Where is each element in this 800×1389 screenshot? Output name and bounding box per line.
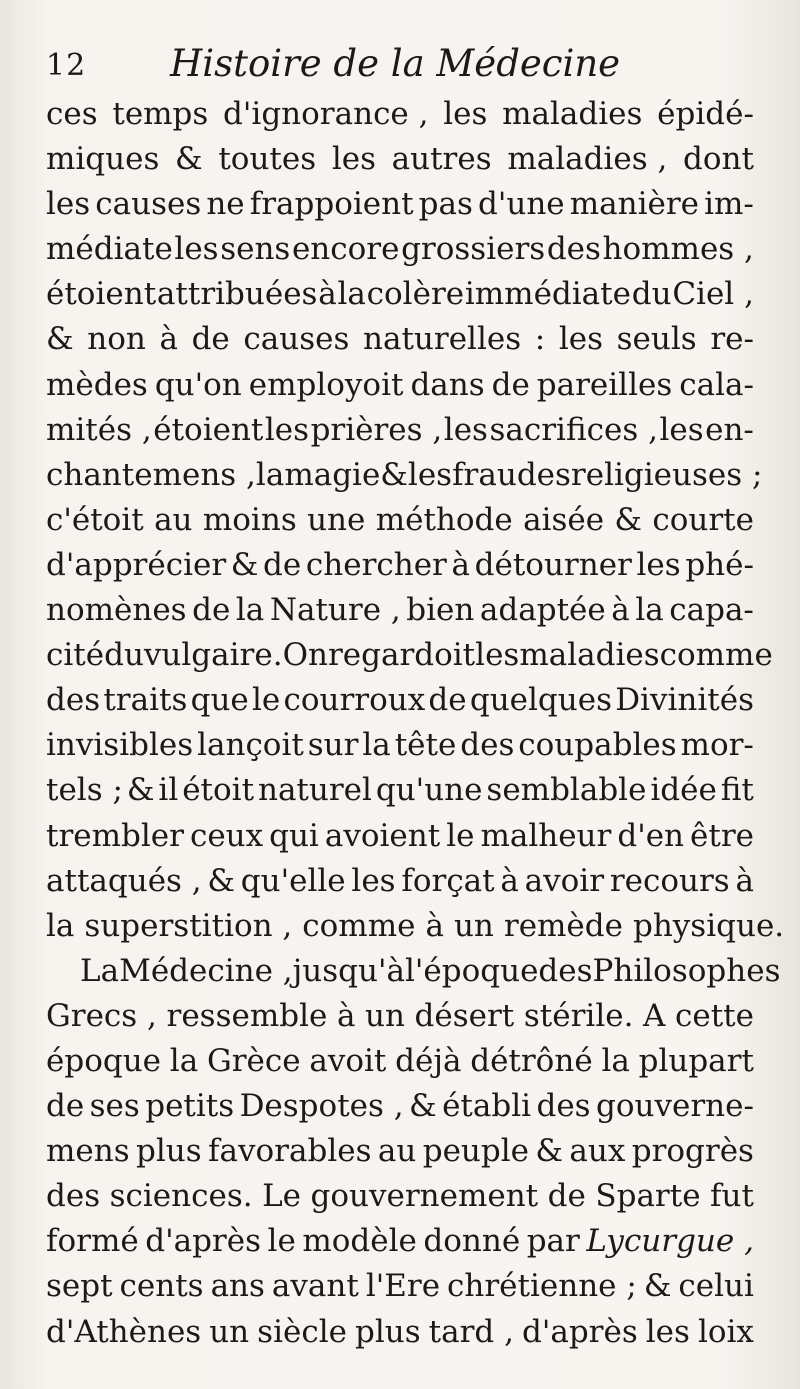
word: physique. (632, 907, 785, 944)
word: qu'on (154, 366, 242, 403)
word: temps (112, 96, 209, 132)
text-line (46, 678, 754, 723)
word: par (526, 1223, 580, 1260)
word: bien (406, 592, 475, 629)
word: la (337, 276, 366, 313)
word: les (351, 862, 396, 899)
word: autres (391, 141, 492, 178)
word: cité (46, 637, 105, 674)
word: gouverne- (596, 1088, 754, 1125)
text-line (46, 317, 754, 362)
word: Despotes , (239, 1088, 404, 1125)
text-line (46, 1264, 754, 1309)
word: aux (569, 1133, 626, 1170)
word: les (659, 411, 704, 448)
word: superstition , (84, 907, 293, 944)
text-line (46, 272, 754, 317)
word: étoient (46, 276, 157, 313)
word: au (154, 501, 193, 538)
word: avoient (324, 817, 441, 854)
text-line (46, 1039, 754, 1084)
word: formé (46, 1223, 139, 1260)
word: désert (414, 997, 515, 1034)
word: trembler (46, 817, 184, 854)
word: époque (46, 1042, 162, 1079)
word: encore (291, 231, 400, 268)
word: du (104, 637, 144, 674)
word: fraudes (452, 456, 571, 493)
word: la (601, 1042, 630, 1079)
word: naturelles (363, 321, 522, 358)
word: gouvernement (310, 1178, 539, 1215)
word: adaptée (479, 592, 606, 629)
word: manière (569, 186, 700, 223)
text-line (46, 768, 754, 813)
word: de (192, 592, 231, 629)
word: ses (89, 1088, 140, 1125)
word: les (407, 456, 453, 493)
word: & (409, 1088, 437, 1125)
word: mens (46, 1133, 130, 1170)
word: avoir (524, 862, 605, 899)
word: On (282, 637, 328, 674)
word: lançoit (197, 727, 304, 764)
text-line (46, 1174, 754, 1219)
word: Divinités (615, 682, 754, 719)
word: les (443, 411, 488, 448)
word: maladies (519, 637, 660, 674)
word: tard , (428, 1313, 514, 1350)
word: pareilles (536, 366, 673, 403)
word: les (443, 96, 488, 132)
word: recours (609, 862, 730, 899)
word: tête (394, 727, 457, 764)
word: ceux (189, 817, 264, 854)
word: fit (720, 772, 754, 809)
word: cette (675, 997, 754, 1034)
word: ces (46, 96, 98, 132)
body-text (46, 92, 785, 1355)
word: prières , (310, 411, 443, 448)
text-line (46, 859, 754, 904)
text-line (46, 227, 754, 272)
word: à (611, 592, 630, 629)
word: un (453, 907, 494, 944)
word: phé- (685, 546, 754, 583)
word: Le (262, 1178, 302, 1215)
word: d'en (617, 817, 685, 854)
word: avant (271, 1268, 359, 1305)
word: modèle (302, 1223, 417, 1260)
word: moins (202, 501, 297, 538)
word: Philosophes (592, 952, 781, 989)
word: des (538, 952, 593, 989)
text-line (46, 904, 785, 949)
word: le (267, 1223, 296, 1260)
word: maladies , (507, 141, 668, 178)
word: la (169, 1042, 199, 1079)
word: dans (410, 366, 485, 403)
word: les (331, 141, 376, 178)
word: courroux (283, 682, 426, 719)
text-line (46, 994, 754, 1039)
word: d'après (521, 1313, 638, 1350)
word: qu'une (375, 772, 483, 809)
word: regardoit (327, 637, 476, 674)
text-line (46, 92, 754, 137)
word: l'Ere (365, 1268, 441, 1305)
word: & (207, 862, 236, 899)
word: des (546, 231, 601, 268)
word: & (380, 456, 408, 493)
word: & (175, 141, 203, 178)
word: que (190, 682, 249, 719)
word: la (362, 727, 391, 764)
word: de (491, 366, 530, 403)
word: la (235, 592, 265, 629)
word: à (425, 907, 444, 944)
word: les (174, 231, 219, 268)
text-line (46, 814, 754, 859)
word: mor- (680, 727, 754, 764)
word: magie (284, 456, 381, 493)
word: seuls (616, 321, 697, 358)
word: comme (302, 907, 416, 944)
text-line (46, 1084, 754, 1129)
word: de (191, 321, 230, 358)
word: jusqu'à (292, 952, 405, 989)
word: invisibles (46, 727, 194, 764)
word: capa- (669, 592, 754, 629)
text-line (46, 949, 781, 994)
word: fut (710, 1178, 754, 1215)
word: d'Athènes (46, 1313, 202, 1350)
word: sur (307, 727, 359, 764)
word: Nature , (269, 592, 401, 629)
word: comme (659, 637, 773, 674)
word: de (263, 546, 302, 583)
word: causes (243, 321, 350, 358)
word: de (547, 1178, 586, 1215)
word: mèdes (46, 366, 148, 403)
word: les (475, 637, 520, 674)
word: dont (682, 141, 754, 178)
word: un (209, 1313, 250, 1350)
word: des (46, 1178, 101, 1215)
word: sept (46, 1268, 113, 1305)
word: un (365, 997, 405, 1034)
word: les (264, 411, 310, 448)
word: vulgaire. (143, 637, 283, 674)
word: à (735, 862, 754, 899)
word: la (46, 907, 75, 944)
word: de (428, 682, 467, 719)
text-line (46, 137, 754, 182)
word: semblable (486, 772, 647, 809)
word: les (636, 546, 681, 583)
word: des (460, 727, 515, 764)
word: déjà (395, 1042, 462, 1079)
word: plus (354, 1313, 421, 1350)
word: quelques (469, 682, 612, 719)
word: étoit (182, 772, 255, 809)
word: à (318, 276, 337, 313)
word: causes (95, 186, 202, 223)
word: religieuses ; (570, 456, 763, 493)
word: être (690, 817, 754, 854)
word: du (631, 276, 672, 313)
word: à (500, 862, 519, 899)
word: frappoient (249, 186, 414, 223)
word: méthode (375, 501, 513, 538)
word: donné (423, 1223, 521, 1260)
word: la (635, 592, 664, 629)
text-line (46, 723, 754, 768)
text-line (46, 453, 763, 498)
word: la (255, 456, 285, 493)
word: chercher (305, 546, 447, 583)
word: La (80, 952, 120, 989)
word: colère (366, 276, 465, 313)
word: & (230, 546, 259, 583)
word: en- (705, 411, 754, 448)
word: & (126, 772, 155, 809)
word: siècle (257, 1313, 347, 1350)
word: Médecine , (119, 952, 293, 989)
word: Grecs , (46, 997, 157, 1034)
text-line (46, 363, 754, 408)
word: & (614, 501, 643, 538)
word: attribuées (156, 276, 318, 313)
page-number: 12 (46, 48, 87, 83)
word: non (87, 321, 146, 358)
word: il (158, 772, 179, 809)
word: d'une (478, 186, 565, 223)
word: employoit (248, 366, 404, 403)
word: d'apprécier (46, 546, 227, 583)
word: des (46, 682, 101, 719)
text-line (46, 543, 754, 588)
text-line (46, 588, 754, 633)
word: l'époque (404, 952, 539, 989)
word: maladies (502, 96, 643, 132)
word: & (643, 1268, 672, 1305)
word: toutes (218, 141, 317, 178)
word: progrès (631, 1133, 754, 1170)
word: & (535, 1133, 563, 1170)
word: le (251, 682, 281, 719)
word: Ciel , (672, 276, 754, 313)
word: chantemens , (46, 456, 256, 493)
word: A (643, 997, 666, 1034)
word: plus (136, 1133, 202, 1170)
text-line (46, 633, 773, 678)
word: une (307, 501, 366, 538)
word: c'étoit (46, 501, 144, 538)
text-line (46, 1129, 754, 1174)
text-line (46, 182, 754, 227)
word: forçat (401, 862, 495, 899)
word: établi (442, 1088, 532, 1125)
word: à (336, 997, 356, 1034)
word: peuple (422, 1133, 529, 1170)
word: remède (503, 907, 623, 944)
word: celui (678, 1268, 754, 1305)
word: le (446, 817, 475, 854)
word: Lycurgue , (586, 1223, 754, 1260)
word: grossiers (401, 231, 546, 268)
word: traits (103, 682, 188, 719)
word: de (46, 1088, 85, 1125)
word: cala- (679, 366, 754, 403)
word: re- (710, 321, 754, 358)
word: chrétienne ; (447, 1268, 637, 1305)
text-line (46, 1219, 754, 1264)
word: Sparte (595, 1178, 701, 1215)
word: sens (220, 231, 291, 268)
word: nomènes (46, 592, 187, 629)
word: im- (704, 186, 754, 223)
word: pas (418, 186, 473, 223)
word: immédiate (464, 276, 631, 313)
word: attaqués , (46, 862, 202, 899)
word: d'après (145, 1223, 261, 1260)
running-title: Histoire de la Médecine (170, 42, 621, 85)
word: stérile. (523, 997, 634, 1034)
word: courte (652, 501, 754, 538)
word: avoit (309, 1042, 387, 1079)
word: d'ignorance , (223, 96, 429, 132)
word: miques (46, 141, 160, 178)
word: malheur (480, 817, 612, 854)
word: sacrifices , (489, 411, 658, 448)
word: qui (269, 817, 319, 854)
word: : (534, 321, 546, 358)
word: Grèce (206, 1042, 301, 1079)
word: à (159, 321, 178, 358)
word: & (46, 321, 74, 358)
word: petits (145, 1088, 235, 1125)
word: hommes , (602, 231, 754, 268)
word: loix (697, 1313, 754, 1350)
word: les (645, 1313, 690, 1350)
word: ressemble (166, 997, 328, 1034)
word: détrôné (470, 1042, 593, 1079)
word: favorables (208, 1133, 372, 1170)
page-header (46, 38, 746, 98)
word: les (46, 186, 91, 223)
word: cents (119, 1268, 204, 1305)
word: des (536, 1088, 591, 1125)
word: à (451, 546, 470, 583)
word: ans (210, 1268, 265, 1305)
word: plupart (638, 1042, 754, 1079)
text-line (46, 408, 754, 453)
word: les (558, 321, 604, 358)
word: naturel (257, 772, 372, 809)
word: au (377, 1133, 417, 1170)
word: médiate (46, 231, 173, 268)
word: étoient (153, 411, 264, 448)
text-line (46, 498, 754, 543)
word: sciences. (109, 1178, 253, 1215)
word: épidé- (657, 96, 754, 132)
word: idée (650, 772, 717, 809)
word: tels ; (46, 772, 123, 809)
word: détourner (474, 546, 632, 583)
word: aisée (523, 501, 605, 538)
text-line (46, 1310, 754, 1355)
word: qu'elle (240, 862, 346, 899)
word: mités , (46, 411, 152, 448)
word: ne (206, 186, 245, 223)
word: coupables (518, 727, 677, 764)
